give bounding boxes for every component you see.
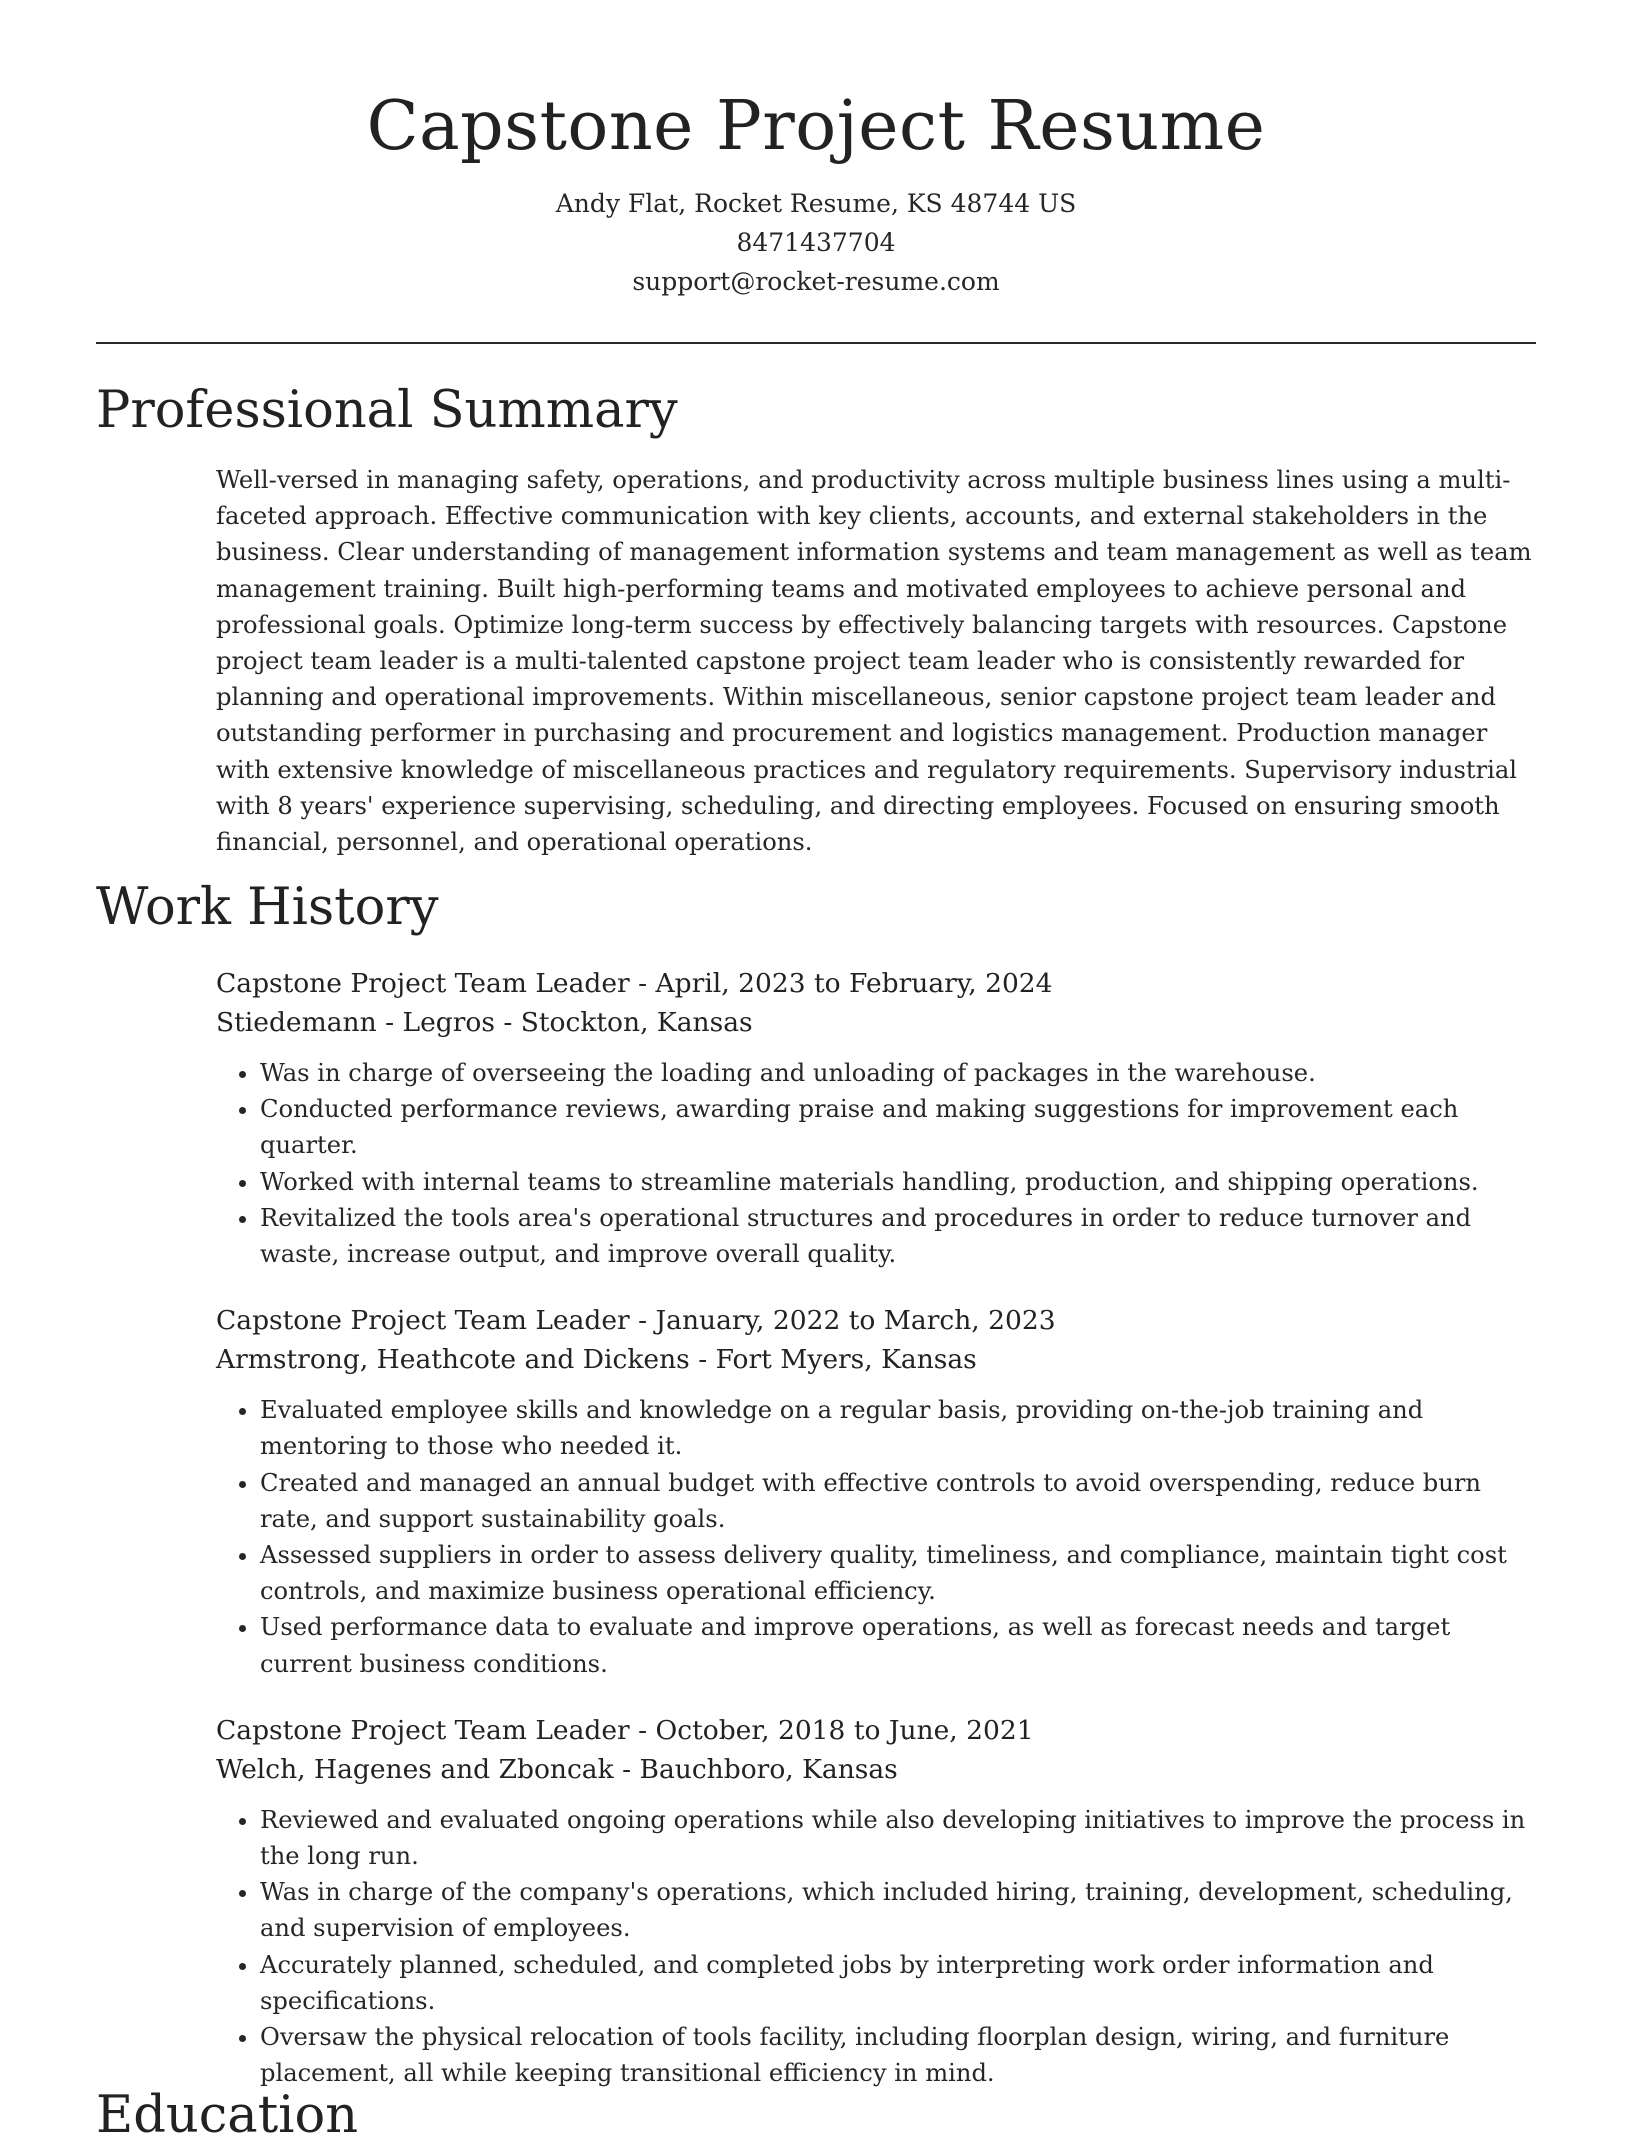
job-entry — [216, 1301, 1536, 1682]
work-history-heading: Work History — [96, 878, 439, 937]
job-dates: January, 2022 to March, 2023 — [655, 1305, 1056, 1337]
job-company: Welch, Hagenes and Zboncak — [216, 1753, 614, 1785]
job-bullet: • Oversaw the physical relocation of tools facility, including floorplan design, wiring, and furniture placement, all while keeping transitional efficiency in mind. — [260, 2019, 1536, 2091]
professional-summary-heading: Professional Summary — [96, 381, 678, 440]
job-bullet: • Created and managed an annual budget with effective controls to avoid overspending, reduce burn rate, and support sustainability goals. — [260, 1465, 1536, 1537]
job-title: Capstone Project Team Leader — [216, 1305, 630, 1337]
job-bullet: • Reviewed and evaluated ongoing operations while also developing initiatives to improve the process in the long run. — [260, 1802, 1536, 1874]
job-bullet: • Conducted performance reviews, awarding praise and making suggestions for improvement each quarter. — [260, 1091, 1536, 1163]
job-title-line — [216, 1711, 1536, 1750]
job-bullets — [216, 1055, 1536, 1272]
separator: - — [689, 1344, 716, 1376]
job-bullets — [216, 1802, 1536, 2092]
work-history-list — [216, 964, 1536, 2120]
job-bullet: • Worked with internal teams to streamline materials handling, production, and shipping operations. — [260, 1164, 1536, 1200]
job-bullet: • Assessed suppliers in order to assess delivery quality, timeliness, and compliance, maintain tight cost controls, and maximize business operational efficiency. — [260, 1537, 1536, 1609]
contact-block — [0, 184, 1632, 301]
job-bullet: • Used performance data to evaluate and improve operations, as well as forecast needs and target current business conditions. — [260, 1609, 1536, 1681]
job-company-line — [216, 1003, 1536, 1042]
job-bullet: • Accurately planned, scheduled, and completed jobs by interpreting work order information and specifications. — [260, 1947, 1536, 2019]
separator: - — [494, 1007, 521, 1038]
separator: - — [629, 1305, 656, 1337]
job-title-line — [216, 964, 1536, 1003]
job-company: Stiedemann - Legros — [216, 1007, 495, 1038]
job-bullet: • Was in charge of the company's operations, which included hiring, training, development, scheduling, and supervision of employees. — [260, 1874, 1536, 1946]
separator: - — [629, 968, 656, 999]
job-bullet: • Revitalized the tools area's operational structures and procedures in order to reduce turnover and waste, increase output, and improve overall quality. — [260, 1200, 1536, 1272]
job-title: Capstone Project Team Leader — [216, 968, 630, 999]
job-bullets — [216, 1392, 1536, 1682]
professional-summary-text: Well-versed in managing safety, operations, and productivity across multiple business lines using a multi-faceted approach. Effective communication with key clients, accounts, and external stakeholders in the business. Clear understanding of management information systems and team management as well as team management training. Built high-performing teams and motivated employees to achieve personal and professional goals. Optimize long-term success by effectively balancing targets with resources. Capstone project team leader is a multi-talented capstone project team leader who is consistently rewarded for planning and operational improvements. Within miscellaneous, senior capstone project team leader and outstanding performer in purchasing and procurement and logistics management. Production manager with extensive knowledge of miscellaneous practices and regulatory requirements. Supervisory industrial with 8 years' experience supervising, scheduling, and directing employees. Focused on ensuring smooth financial, personnel, and operational operations. — [216, 466, 1532, 857]
header-divider — [96, 342, 1536, 344]
job-company-line — [216, 1750, 1536, 1789]
job-entry — [216, 1711, 1536, 2092]
job-location: Fort Myers, Kansas — [715, 1344, 977, 1376]
job-title: Capstone Project Team Leader — [216, 1714, 630, 1746]
contact-email: support@rocket-resume.com — [632, 267, 1000, 296]
job-entry — [216, 964, 1536, 1272]
job-bullet: • Evaluated employee skills and knowledge on a regular basis, providing on-the-job training and mentoring to those who needed it. — [260, 1392, 1536, 1464]
job-company-line — [216, 1340, 1536, 1379]
job-location: Stockton, Kansas — [520, 1007, 753, 1038]
separator: - — [613, 1753, 640, 1785]
contact-address: Andy Flat, Rocket Resume, KS 48744 US — [555, 189, 1077, 218]
resume-title: Capstone Project Resume — [366, 87, 1266, 166]
job-dates: October, 2018 to June, 2021 — [655, 1714, 1034, 1746]
job-bullet: • Was in charge of overseeing the loading and unloading of packages in the warehouse. — [260, 1055, 1536, 1091]
job-location: Bauchboro, Kansas — [639, 1753, 898, 1785]
job-company: Armstrong, Heathcote and Dickens — [216, 1344, 690, 1376]
resume-header — [0, 0, 1632, 301]
job-title-line — [216, 1301, 1536, 1340]
contact-phone: 8471437704 — [736, 228, 896, 257]
education-heading: Education — [96, 2086, 359, 2145]
job-dates: April, 2023 to February, 2024 — [655, 968, 1053, 999]
separator: - — [629, 1714, 656, 1746]
